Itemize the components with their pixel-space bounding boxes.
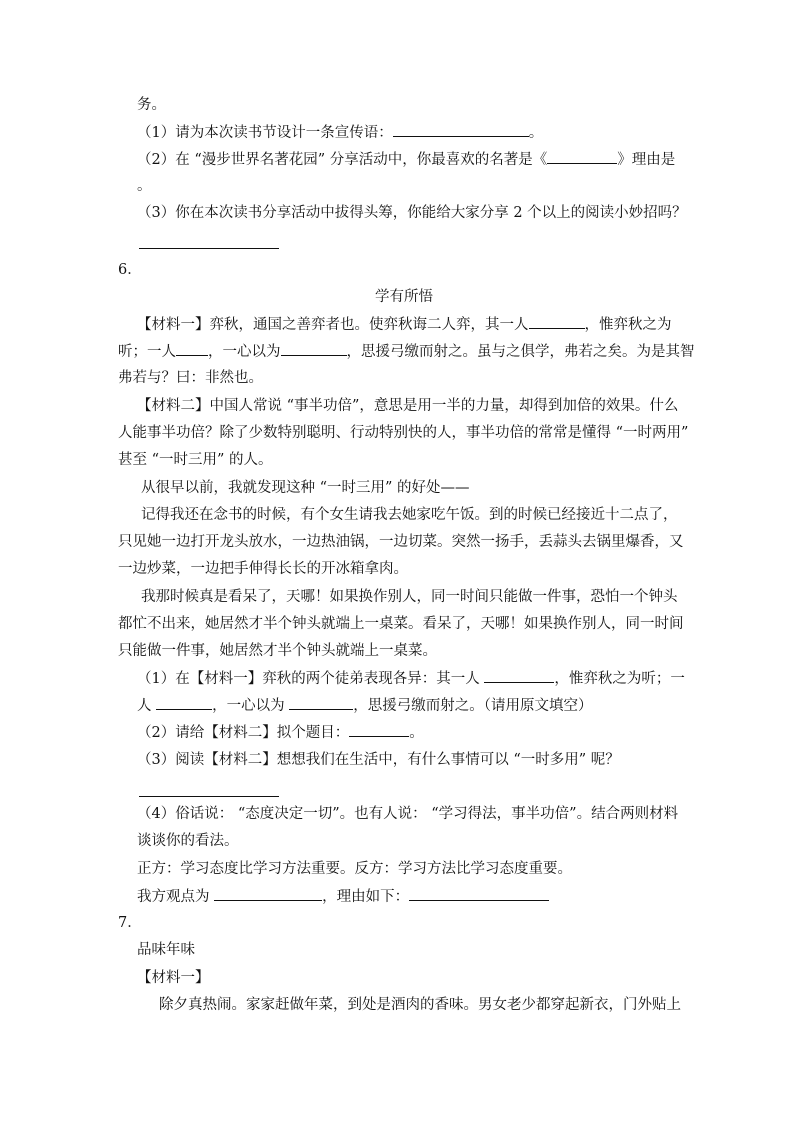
q5-sub2: [137, 149, 675, 170]
q6-paragraph2-line1: 记得我还在念书的时候，有个女生请我去她家吃午饭。到的时候已经接近十二点了，: [141, 507, 678, 523]
q5-sub2-blank[interactable]: [547, 149, 617, 164]
q6-m1-text-a: 【材料一】弈秋，通国之善弈者也。使弈秋诲二人弈，其一人: [137, 317, 529, 333]
q6-sub2: [137, 722, 424, 743]
q6-sub4-line2: 谈谈你的看法。: [137, 833, 239, 849]
q5-sub2-text: （2）在 “漫步世界名著花园” 分享活动中，你最喜欢的名著是《: [137, 152, 548, 168]
q6-sub4-viewpoint-blank[interactable]: [214, 886, 322, 901]
q6-m1-text-c: 听；一人: [118, 344, 176, 360]
q5-line-continued: 务。: [137, 97, 166, 113]
q5-sub3-answer-line[interactable]: [139, 248, 279, 249]
q6-number: 6．: [118, 262, 142, 278]
q6-sub4-reason-label: ，理由如下：: [322, 889, 410, 905]
q6-sub3: （3）阅读【材料二】想想我们在生活中，有什么事情可以 “一时多用” 呢？: [137, 752, 620, 768]
q5-sub1-text: （1）请为本次读书节设计一条宣传语：: [137, 125, 393, 141]
q6-sub1-text-b: ，惟弈秋之为听；一: [554, 671, 685, 687]
q6-material1-line1: [137, 314, 672, 335]
q6-sub3-answer-line[interactable]: [139, 796, 279, 797]
q6-paragraph3-line1: 我那时候真是看呆了，天哪！如果换作别人，同一时间只能做一件事，恐怕一个钟头: [141, 589, 678, 605]
q6-sub1-text-e: ，思援弓缴而射之。（请用原文填空）: [353, 698, 593, 714]
q5-sub1-end: 。: [528, 125, 544, 141]
q6-sub1-line1: [137, 668, 685, 689]
q6-sub1-text-d: ，一心以为: [212, 698, 290, 714]
q6-sub1-blank1[interactable]: [484, 668, 554, 683]
q6-material2-line2: 人能事半功倍？除了少数特别聪明、行动特别快的人，事半功倍的常常是懂得 “一时两用”: [118, 425, 689, 441]
q6-sub1-blank2[interactable]: [156, 695, 212, 710]
q6-sub4-line3: 正方：学习态度比学习方法重要。反方：学习方法比学习态度重要。: [137, 861, 572, 877]
q6-material2-line3: 甚至 “一时三用” 的人。: [118, 452, 273, 468]
q6-m1-blank3[interactable]: [281, 341, 347, 356]
q6-sub2-end: 。: [409, 725, 424, 741]
q6-sub1-text-c: 人: [137, 698, 157, 714]
q6-material2-line1: 【材料二】中国人常说 “事半功倍”，意思是用一半的力量，却得到加倍的效果。什么: [137, 398, 679, 414]
q6-m1-text-b: ，惟弈秋之为: [584, 317, 672, 333]
q5-sub2-end: 。: [137, 178, 152, 194]
q6-material1-line3: 弗若与？曰：非然也。: [118, 370, 263, 386]
q5-sub1-blank[interactable]: [393, 122, 529, 137]
q6-sub4-line1: （4）俗话说： “态度决定一切”。也有人说： “学习得法，事半功倍”。结合两则材料: [137, 806, 679, 822]
q6-sub1-line2: [137, 695, 592, 716]
q7-number: 7．: [118, 915, 142, 931]
q7-material1-label: 【材料一】: [137, 970, 210, 986]
q6-sub1-text-a: （1）在【材料一】弈秋的两个徒弟表现各异：其一人: [137, 671, 485, 687]
q6-sub4-line4: [137, 886, 549, 907]
q6-title: 学有所悟: [375, 289, 433, 305]
q6-sub4-reason-blank[interactable]: [409, 886, 549, 901]
q6-m1-blank2[interactable]: [176, 341, 208, 356]
q6-material1-line2: [118, 341, 695, 362]
q6-paragraph3-line2: 都忙不出来，她居然才半个钟头就端上一桌菜。看呆了，天哪！如果换作别人，同一时间: [118, 616, 684, 632]
q5-sub1: [137, 122, 543, 143]
q6-paragraph1: 从很早以前，我就发现这种 “一时三用” 的好处——: [141, 480, 470, 496]
q5-sub3: （3）你在本次读书分享活动中拔得头筹，你能给大家分享 2 个以上的阅读小妙招吗？: [137, 205, 687, 221]
q5-sub2-text-b: 》理由是: [617, 152, 676, 168]
q7-paragraph1: 除夕真热闹。家家赶做年菜，到处是酒肉的香味。男女老少都穿起新衣，门外贴上: [159, 997, 681, 1013]
q6-sub1-blank3[interactable]: [289, 695, 353, 710]
q6-sub2-blank[interactable]: [349, 722, 409, 737]
q6-paragraph2-line3: 一边炒菜，一边把手伸得长长的开冰箱拿肉。: [118, 561, 408, 577]
q6-sub2-text: （2）请给【材料二】拟个题目：: [137, 725, 350, 741]
q6-sub4-viewpoint-label: 我方观点为: [137, 889, 215, 905]
q6-paragraph3-line3: 只能做一件事，她居然才半个钟头就端上一桌菜。: [118, 643, 437, 659]
q6-m1-text-d: ，一心以为: [208, 344, 281, 360]
q6-m1-text-e: ，思援弓缴而射之。虽与之俱学，弗若之矣。为是其智: [346, 344, 695, 360]
q6-m1-blank1[interactable]: [529, 314, 585, 329]
q6-paragraph2-line2: 只见她一边打开龙头放水，一边热油锅，一边切菜。突然一扬手，丢蒜头去锅里爆香，又: [118, 534, 684, 550]
q7-title: 品味年味: [137, 942, 195, 958]
